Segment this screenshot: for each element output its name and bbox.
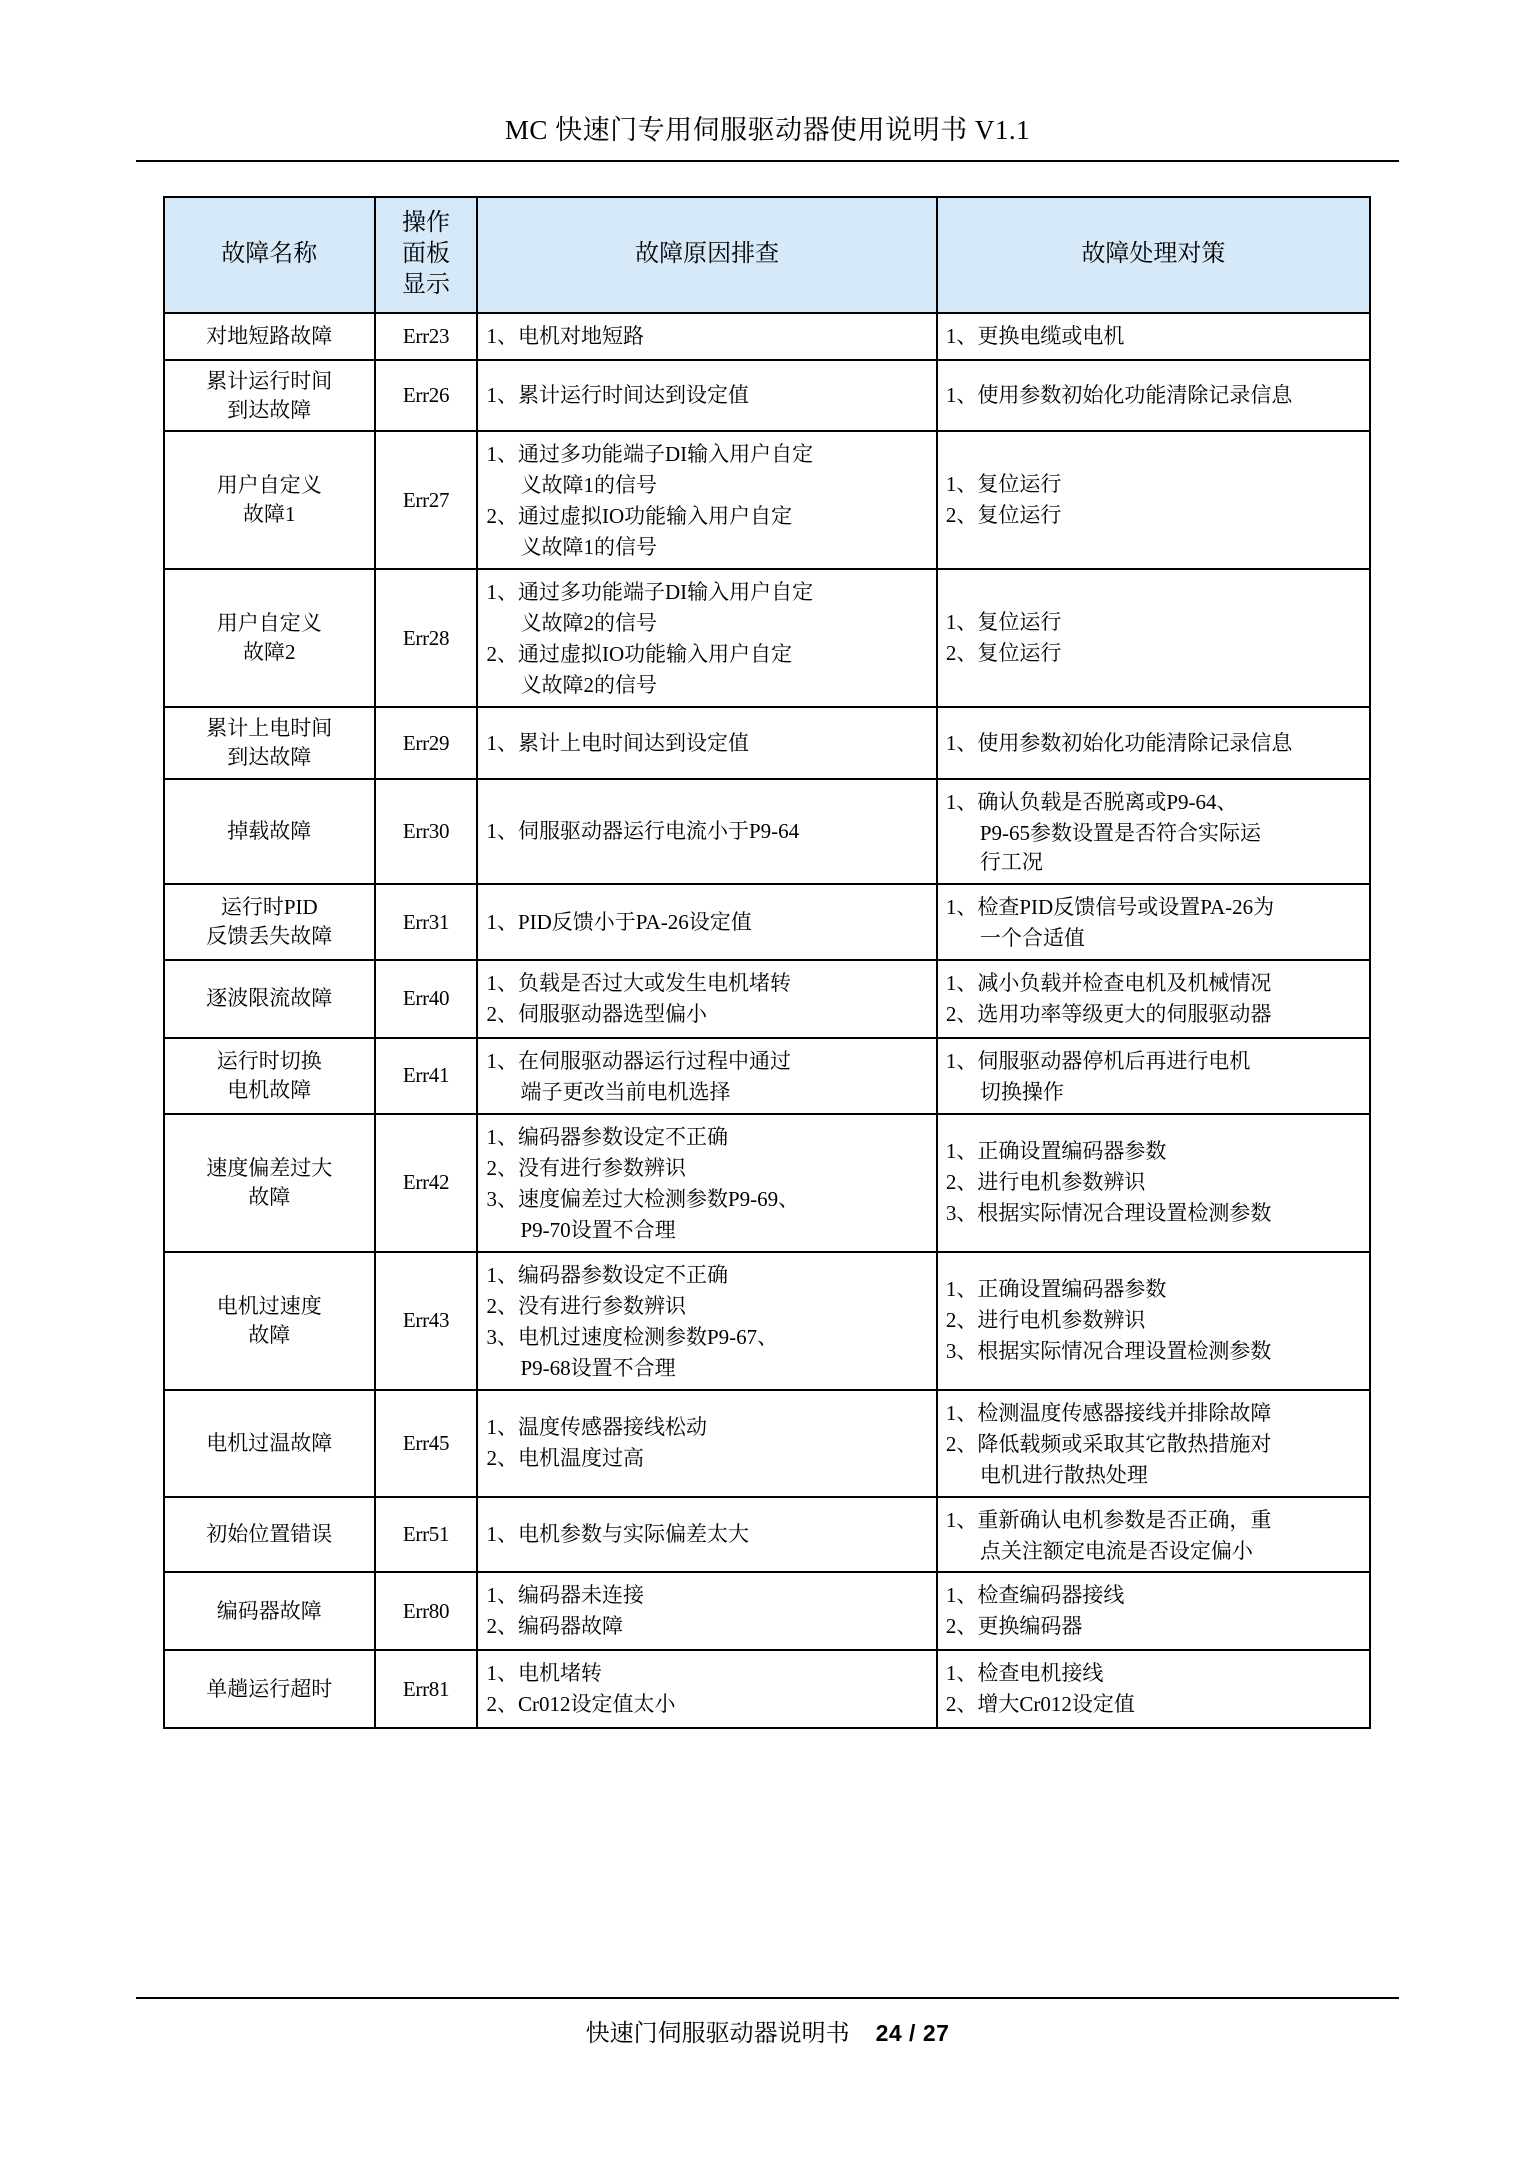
list-text: 使用参数初始化功能清除记录信息 [977, 383, 1293, 408]
list-number: 1、 [945, 1277, 978, 1302]
list-text: 复位运行 [977, 610, 1062, 635]
table-row [164, 1650, 1370, 1728]
fault-text-line [946, 893, 1361, 922]
fault-text-line [946, 1168, 1361, 1197]
list-text: 累计运行时间达到设定值 [517, 383, 749, 408]
fault-fix-cell [937, 431, 1370, 569]
fault-name-cell [164, 707, 375, 779]
fault-cause-cell [477, 1390, 936, 1497]
fault-text-line [486, 969, 927, 998]
fault-text-line: 义故障2的信号 [520, 673, 657, 698]
list-text: Cr012设定值太小 [517, 1692, 676, 1717]
list-number: 2、 [945, 1001, 978, 1026]
fault-text-line: P9-70设置不合理 [520, 1217, 676, 1242]
table-row [164, 313, 1370, 360]
fault-name-cell: 对地短路故障 [164, 313, 375, 360]
fault-fix-cell [937, 1650, 1370, 1728]
list-text: 伺服驱动器选型偏小 [517, 1001, 707, 1026]
fault-code-cell: Err27 [375, 431, 478, 569]
list-number: 1、 [945, 1400, 978, 1425]
list-text: 根据实际情况合理设置检测参数 [977, 1201, 1272, 1226]
fault-text-line [486, 502, 927, 531]
list-text: 编码器参数设定不正确 [517, 1262, 728, 1287]
list-text: 累计上电时间达到设定值 [517, 730, 749, 755]
list-number: 1、 [945, 971, 978, 995]
fault-code-table [163, 196, 1371, 1729]
fault-code-cell: Err30 [375, 779, 478, 884]
fault-cause-cell [477, 431, 936, 569]
fault-name-cell [164, 1038, 375, 1114]
list-number: 1、 [945, 1583, 978, 1608]
page-header: MC 快速门专用伺服驱动器使用说明书 V1.1 [504, 115, 1031, 145]
fault-text-line [946, 1000, 1361, 1029]
fault-code-cell: Err80 [375, 1572, 478, 1650]
fault-code-cell: Err23 [375, 313, 478, 360]
fault-fix-cell [937, 779, 1370, 884]
fault-text-line [486, 440, 927, 469]
list-text: 检查编码器接线 [977, 1583, 1125, 1608]
fault-name-line: 到达故障 [227, 397, 312, 422]
fault-name-cell [164, 431, 375, 569]
list-text: 电机参数与实际偏差太大 [517, 1522, 749, 1547]
column-header-fault-name: 故障名称 [164, 197, 375, 313]
panel-display-line-3: 显示 [402, 272, 450, 299]
list-number: 2、 [945, 1308, 978, 1333]
list-text: 速度偏差过大检测参数P9-69、 [517, 1186, 800, 1211]
fault-name-line: 累计上电时间 [206, 716, 333, 741]
fault-text-line [946, 1306, 1361, 1335]
fault-text-line [486, 1154, 927, 1183]
fault-code-cell: Err45 [375, 1390, 478, 1497]
list-number: 1、 [945, 472, 978, 497]
list-number: 1、 [945, 1661, 978, 1686]
fault-text-line [946, 1659, 1361, 1688]
table-row [164, 1114, 1370, 1252]
list-number: 1、 [486, 1415, 518, 1440]
fault-code-cell: Err29 [375, 707, 478, 779]
table-row [164, 431, 1370, 569]
fault-cause-cell [477, 1572, 936, 1650]
list-text: 电机对地短路 [517, 323, 644, 348]
fault-name-cell [164, 1252, 375, 1390]
list-number: 2、 [486, 1001, 518, 1026]
fault-code-cell: Err28 [375, 569, 478, 707]
fault-text-line [486, 1413, 927, 1442]
list-number: 1、 [486, 1522, 518, 1547]
fault-name-cell: 初始位置错误 [164, 1497, 375, 1573]
fault-text-line [486, 1000, 927, 1029]
list-number: 2、 [945, 641, 978, 666]
table-row [164, 960, 1370, 1038]
fault-cause-cell [477, 707, 936, 779]
fault-name-cell: 编码器故障 [164, 1572, 375, 1650]
list-number: 1、 [486, 580, 518, 605]
fault-text-line [946, 470, 1361, 499]
fault-text-line [946, 1430, 1361, 1459]
list-text: 正确设置编码器参数 [977, 1139, 1167, 1164]
list-number: 3、 [486, 1186, 518, 1211]
list-text: 通过虚拟IO功能输入用户自定 [517, 642, 793, 667]
fault-text-line: 端子更改当前电机选择 [520, 1079, 731, 1104]
fault-name-line: 速度偏差过大 [206, 1155, 333, 1180]
fault-text-line [946, 1199, 1361, 1228]
fault-text-line [486, 1690, 927, 1719]
fault-text-line [486, 381, 927, 410]
list-text: 根据实际情况合理设置检测参数 [977, 1339, 1272, 1364]
fault-name-cell [164, 1114, 375, 1252]
table-row [164, 707, 1370, 779]
list-text: 减小负载并检查电机及机械情况 [977, 971, 1272, 995]
fault-fix-cell [937, 1572, 1370, 1650]
list-text: 检查电机接线 [977, 1661, 1104, 1686]
fault-name-line: 反馈丢失故障 [206, 924, 333, 949]
list-number: 1、 [945, 323, 978, 348]
fault-name-line: 故障2 [243, 640, 296, 665]
list-number: 1、 [486, 1583, 518, 1608]
fault-text-line [486, 322, 927, 351]
fault-text-line [486, 908, 927, 937]
fault-name-line: 故障1 [243, 502, 296, 527]
fault-name-cell: 逐波限流故障 [164, 960, 375, 1038]
fault-text-line [946, 1612, 1361, 1641]
fault-fix-cell [937, 1497, 1370, 1573]
list-text: 正确设置编码器参数 [977, 1277, 1167, 1302]
fault-text-line [946, 969, 1361, 998]
list-text: 检查PID反馈信号或设置PA-26为 [977, 895, 1275, 920]
list-text: 电机温度过高 [517, 1446, 644, 1471]
fault-fix-cell [937, 1390, 1370, 1497]
table-row [164, 569, 1370, 707]
list-number: 1、 [945, 1139, 978, 1164]
fault-text-line [946, 1399, 1361, 1428]
list-number: 1、 [945, 610, 978, 635]
list-text: 选用功率等级更大的伺服驱动器 [977, 1001, 1272, 1026]
fault-text-line [946, 501, 1361, 530]
fault-text-line: 电机进行散热处理 [979, 1462, 1148, 1487]
table-row [164, 1572, 1370, 1650]
list-text: 负载是否过大或发生电机堵转 [517, 971, 791, 995]
list-number: 1、 [486, 909, 518, 934]
fault-code-cell: Err40 [375, 960, 478, 1038]
fault-text-line [486, 1612, 927, 1641]
list-number: 1、 [945, 730, 978, 755]
list-text: 通过多功能端子DI输入用户自定 [517, 442, 814, 467]
fault-text-line: 点关注额定电流是否设定偏小 [979, 1538, 1253, 1563]
fault-cause-cell [477, 884, 936, 960]
list-number: 2、 [945, 503, 978, 528]
fault-name-cell [164, 569, 375, 707]
fault-text-line [486, 1185, 927, 1214]
fault-text-line [946, 788, 1361, 817]
fault-text-line [486, 1520, 927, 1549]
fault-cause-cell [477, 1497, 936, 1573]
fault-name-line: 电机过速度 [216, 1293, 322, 1318]
fault-text-line: 切换操作 [979, 1079, 1064, 1104]
list-text: 在伺服驱动器运行过程中通过 [517, 1048, 791, 1073]
table-header-row [164, 197, 1370, 313]
list-number: 2、 [486, 504, 518, 529]
fault-cause-cell [477, 779, 936, 884]
list-number: 1、 [486, 383, 518, 408]
list-text: 进行电机参数辨识 [977, 1308, 1146, 1333]
list-text: 确认负载是否脱离或P9-64、 [977, 790, 1238, 815]
list-text: 没有进行参数辨识 [517, 1293, 686, 1318]
fault-text-line [486, 817, 927, 846]
fault-name-line: 用户自定义 [216, 473, 322, 498]
list-number: 1、 [486, 1262, 518, 1287]
list-number: 2、 [486, 1155, 518, 1180]
fault-name-line: 运行时切换 [216, 1048, 322, 1073]
column-header-panel-display [375, 197, 478, 313]
list-number: 2、 [945, 1170, 978, 1195]
fault-cause-cell [477, 960, 936, 1038]
fault-text-line [486, 1047, 927, 1076]
list-text: 进行电机参数辨识 [977, 1170, 1146, 1195]
list-text: 没有进行参数辨识 [517, 1155, 686, 1180]
list-number: 1、 [945, 383, 978, 408]
list-number: 2、 [486, 1614, 518, 1639]
fault-code-cell: Err41 [375, 1038, 478, 1114]
fault-text-line [486, 1123, 927, 1152]
list-number: 1、 [945, 1048, 978, 1073]
fault-text-line [486, 1581, 927, 1610]
table-body [164, 313, 1370, 1729]
fault-text-line [946, 1581, 1361, 1610]
fault-text-line [486, 578, 927, 607]
fault-fix-cell [937, 1252, 1370, 1390]
list-text: 复位运行 [977, 472, 1062, 497]
list-number: 1、 [486, 730, 518, 755]
fault-text-line [946, 1047, 1361, 1076]
fault-text-line [946, 1690, 1361, 1719]
list-number: 2、 [945, 1614, 978, 1639]
table-row [164, 1390, 1370, 1497]
fault-text-line: P9-68设置不合理 [520, 1355, 676, 1380]
fault-text-line [486, 729, 927, 758]
list-text: 重新确认电机参数是否正确，重 [977, 1507, 1272, 1532]
fault-text-line [946, 1275, 1361, 1304]
fault-fix-cell [937, 1038, 1370, 1114]
fault-text-line [946, 322, 1361, 351]
list-number: 2、 [486, 642, 518, 667]
fault-name-line: 故障 [248, 1322, 291, 1347]
fault-fix-cell [937, 569, 1370, 707]
fault-cause-cell [477, 313, 936, 360]
list-number: 3、 [486, 1324, 518, 1349]
fault-cause-cell [477, 1650, 936, 1728]
list-number: 1、 [945, 895, 978, 920]
table-row [164, 360, 1370, 432]
fault-text-line [486, 1659, 927, 1688]
header-divider [136, 160, 1399, 162]
fault-code-cell: Err42 [375, 1114, 478, 1252]
fault-name-line: 累计运行时间 [206, 368, 333, 393]
list-number: 1、 [945, 1507, 978, 1532]
list-text: 使用参数初始化功能清除记录信息 [977, 730, 1293, 755]
fault-code-cell: Err26 [375, 360, 478, 432]
panel-display-line-1: 操作 [402, 210, 450, 236]
fault-name-cell: 掉载故障 [164, 779, 375, 884]
list-text: 电机过速度检测参数P9-67、 [517, 1324, 779, 1349]
list-text: 复位运行 [977, 503, 1062, 528]
list-number: 3、 [945, 1339, 978, 1364]
list-text: 电机堵转 [517, 1661, 602, 1686]
fault-text-line [946, 608, 1361, 637]
fault-text-line [486, 1261, 927, 1290]
column-header-fix: 故障处理对策 [937, 197, 1370, 313]
fault-fix-cell [937, 1114, 1370, 1252]
list-text: 复位运行 [977, 641, 1062, 666]
fault-cause-cell [477, 1114, 936, 1252]
fault-text-line [486, 1323, 927, 1352]
fault-name-line: 到达故障 [227, 745, 312, 770]
table-row [164, 884, 1370, 960]
page-number: 24 / 27 [875, 2020, 950, 2046]
list-number: 1、 [945, 790, 978, 815]
fault-fix-cell [937, 707, 1370, 779]
list-number: 2、 [945, 1692, 978, 1717]
fault-text-line: 义故障1的信号 [520, 473, 657, 498]
fault-fix-cell [937, 313, 1370, 360]
list-text: 检测温度传感器接线并排除故障 [977, 1400, 1272, 1425]
fault-name-line: 运行时PID [220, 895, 318, 920]
list-text: 降低载频或采取其它散热措施对 [977, 1431, 1272, 1456]
list-number: 1、 [486, 971, 518, 995]
footer-text: 快速门伺服驱动器说明书 [585, 2021, 850, 2047]
list-number: 1、 [486, 819, 518, 844]
fault-name-line: 用户自定义 [216, 611, 322, 636]
fault-fix-cell [937, 360, 1370, 432]
list-number: 3、 [945, 1201, 978, 1226]
fault-code-cell: Err31 [375, 884, 478, 960]
fault-text-line [486, 1292, 927, 1321]
fault-text-line [486, 640, 927, 669]
fault-cause-cell [477, 1252, 936, 1390]
list-number: 1、 [486, 1124, 518, 1149]
fault-name-cell: 电机过温故障 [164, 1390, 375, 1497]
list-text: 编码器未连接 [517, 1583, 644, 1608]
fault-text-line [946, 639, 1361, 668]
list-text: 编码器参数设定不正确 [517, 1124, 728, 1149]
footer-divider [136, 1997, 1399, 1999]
list-number: 1、 [486, 1048, 518, 1073]
fault-text-line [486, 1444, 927, 1473]
page-footer [136, 2013, 1399, 2048]
list-text: 更换编码器 [977, 1614, 1083, 1639]
fault-text-line [946, 729, 1361, 758]
list-text: 温度传感器接线松动 [517, 1415, 707, 1440]
list-number: 2、 [945, 1431, 978, 1456]
column-header-cause: 故障原因排查 [477, 197, 936, 313]
fault-name-cell [164, 884, 375, 960]
list-text: 通过多功能端子DI输入用户自定 [517, 580, 814, 605]
list-number: 1、 [486, 323, 518, 348]
fault-text-line: 义故障2的信号 [520, 611, 657, 636]
fault-text-line: 一个合适值 [979, 926, 1085, 951]
fault-code-cell: Err43 [375, 1252, 478, 1390]
panel-display-line-2: 面板 [402, 241, 450, 268]
list-text: 伺服驱动器停机后再进行电机 [977, 1048, 1251, 1073]
fault-fix-cell [937, 960, 1370, 1038]
table-row [164, 1038, 1370, 1114]
list-text: 增大Cr012设定值 [977, 1692, 1135, 1717]
list-number: 2、 [486, 1446, 518, 1471]
fault-fix-cell [937, 884, 1370, 960]
fault-text-line [946, 1137, 1361, 1166]
fault-code-cell: Err51 [375, 1497, 478, 1573]
list-text: 更换电缆或电机 [977, 323, 1125, 348]
table-row [164, 1252, 1370, 1390]
fault-cause-cell [477, 1038, 936, 1114]
fault-name-line: 故障 [248, 1184, 291, 1209]
list-number: 2、 [486, 1293, 518, 1318]
fault-name-cell [164, 360, 375, 432]
fault-name-line: 电机故障 [227, 1077, 312, 1102]
fault-cause-cell [477, 360, 936, 432]
fault-text-line: 行工况 [979, 850, 1043, 875]
fault-text-line [946, 381, 1361, 410]
fault-cause-cell [477, 569, 936, 707]
fault-text-line [946, 1506, 1361, 1535]
fault-code-cell: Err81 [375, 1650, 478, 1728]
list-text: 通过虚拟IO功能输入用户自定 [517, 504, 793, 529]
list-text: 伺服驱动器运行电流小于P9-64 [517, 819, 800, 844]
fault-text-line [946, 1337, 1361, 1366]
table-row [164, 779, 1370, 884]
list-text: PID反馈小于PA-26设定值 [517, 909, 752, 934]
list-number: 1、 [486, 1661, 518, 1686]
table-row [164, 1497, 1370, 1573]
fault-text-line: 义故障1的信号 [520, 535, 657, 560]
fault-name-cell: 单趟运行超时 [164, 1650, 375, 1728]
list-number: 1、 [486, 442, 518, 467]
fault-text-line: P9-65参数设置是否符合实际运 [979, 821, 1262, 846]
list-number: 2、 [486, 1692, 518, 1717]
list-text: 编码器故障 [517, 1614, 623, 1639]
